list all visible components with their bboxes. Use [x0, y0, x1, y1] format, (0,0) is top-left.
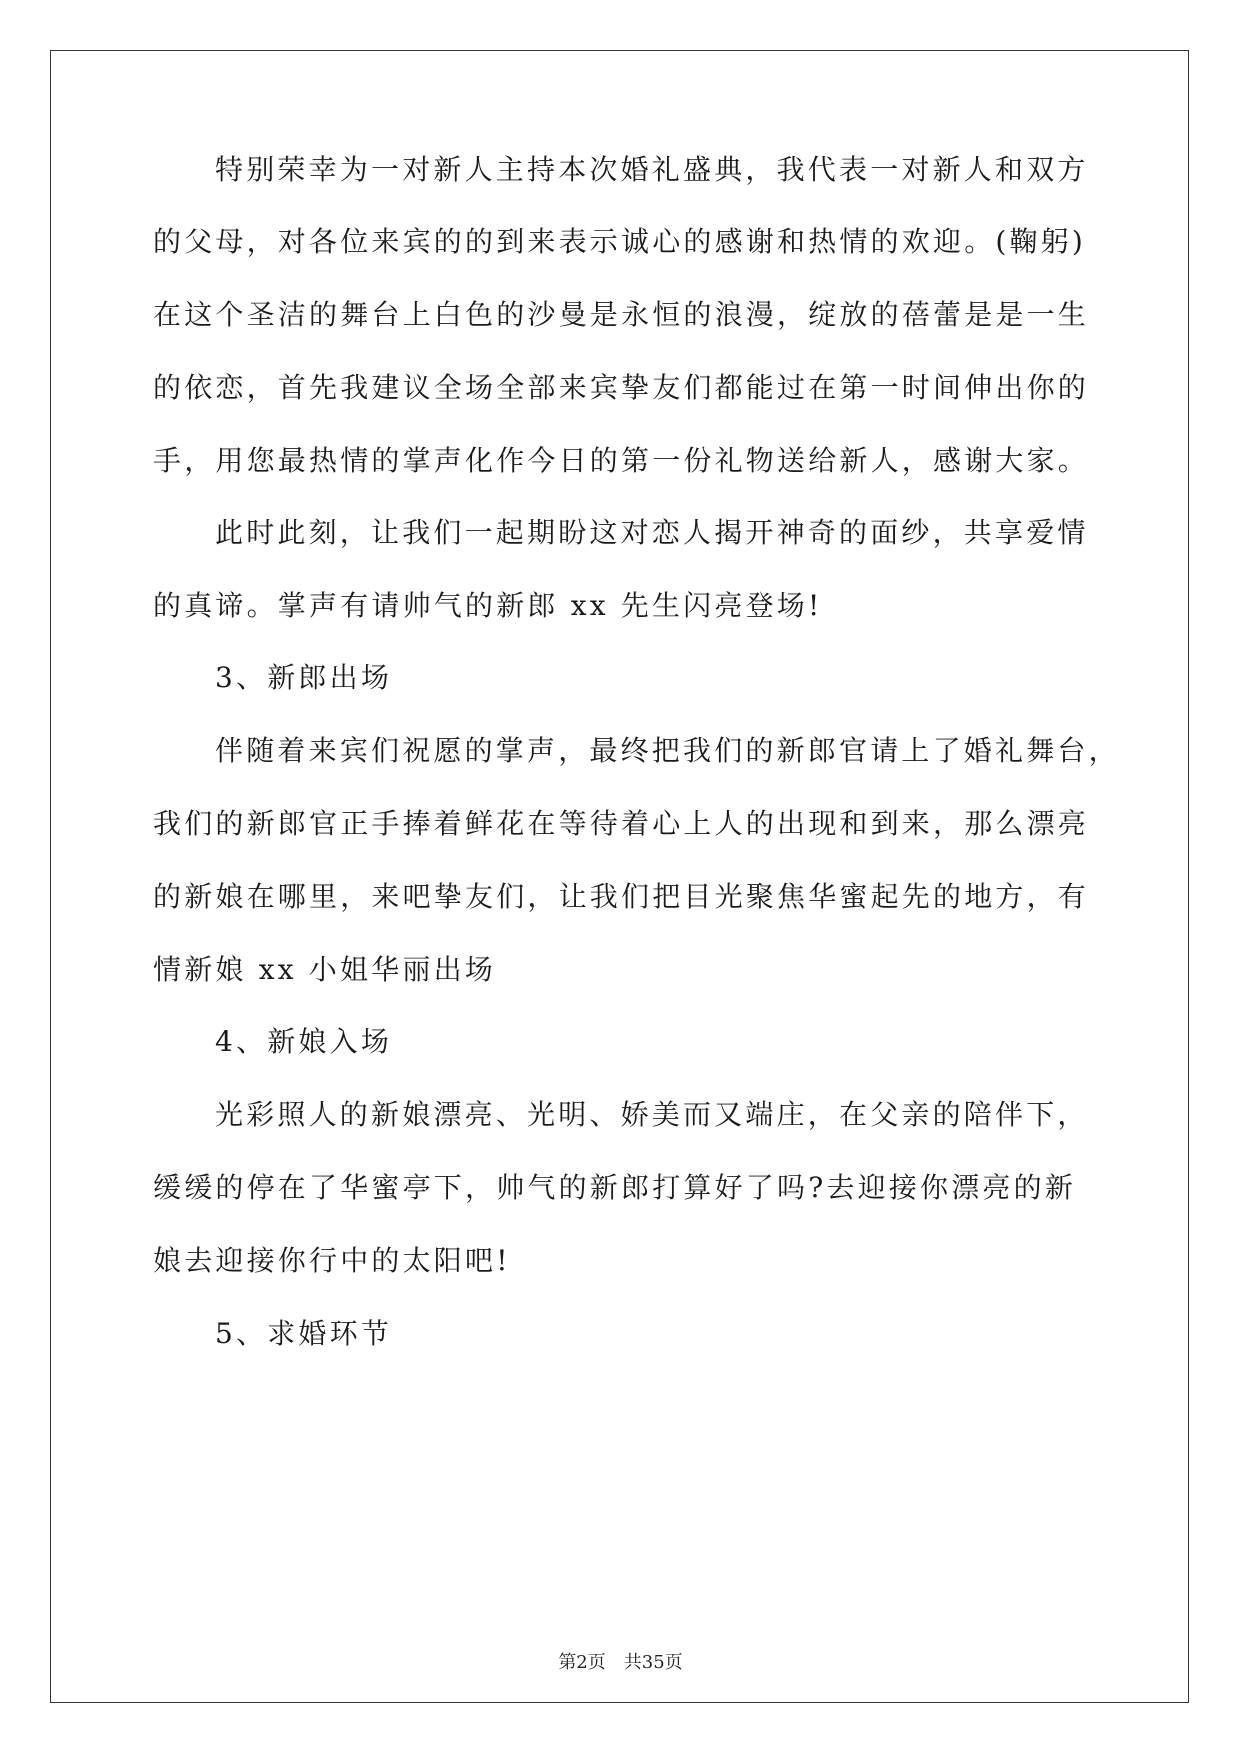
text-line: 缓缓的停在了华蜜亭下，帅气的新郎打算好了吗?去迎接你漂亮的新	[153, 1171, 1077, 1204]
text-line: 手，用您最热情的掌声化作今日的第一份礼物送给新人，感谢大家。	[153, 444, 1090, 477]
text-line: 情新娘 xx 小姐华丽出场	[153, 953, 496, 986]
section-heading: 5、求婚环节	[215, 1317, 393, 1350]
text-line: 在这个圣洁的舞台上白色的沙曼是永恒的浪漫，绽放的蓓蕾是是一生	[153, 298, 1090, 331]
text-line: 光彩照人的新娘漂亮、光明、娇美而又端庄，在父亲的陪伴下，	[215, 1098, 1089, 1131]
page-number: 第2页	[558, 1652, 606, 1673]
text-line: 伴随着来宾们祝愿的掌声，最终把我们的新郎官请上了婚礼舞台，	[215, 734, 1120, 767]
text-line: 的真谛。掌声有请帅气的新郎 xx 先生闪亮登场!	[153, 589, 823, 622]
section-heading: 3、新郎出场	[215, 661, 393, 694]
section-heading: 4、新娘入场	[215, 1025, 393, 1058]
text-line: 特别荣幸为一对新人主持本次婚礼盛典，我代表一对新人和双方	[215, 153, 1089, 186]
text-line: 的依恋，首先我建议全场全部来宾挚友们都能过在第一时间伸出你的	[153, 371, 1090, 404]
page-total: 共35页	[623, 1652, 683, 1673]
text-line: 此时此刻，让我们一起期盼这对恋人揭开神奇的面纱，共享爱情	[215, 516, 1089, 549]
text-line: 我们的新郎官正手捧着鲜花在等待着心上人的出现和到来，那么漂亮	[153, 807, 1090, 840]
text-line: 的父母，对各位来宾的的到来表示诚心的感谢和热情的欢迎。(鞠躬)	[153, 225, 1087, 258]
page-footer	[0, 1651, 1241, 1675]
text-line: 娘去迎接你行中的太阳吧!	[153, 1244, 511, 1277]
text-line: 的新娘在哪里，来吧挚友们，让我们把目光聚焦华蜜起先的地方，有	[153, 880, 1090, 913]
